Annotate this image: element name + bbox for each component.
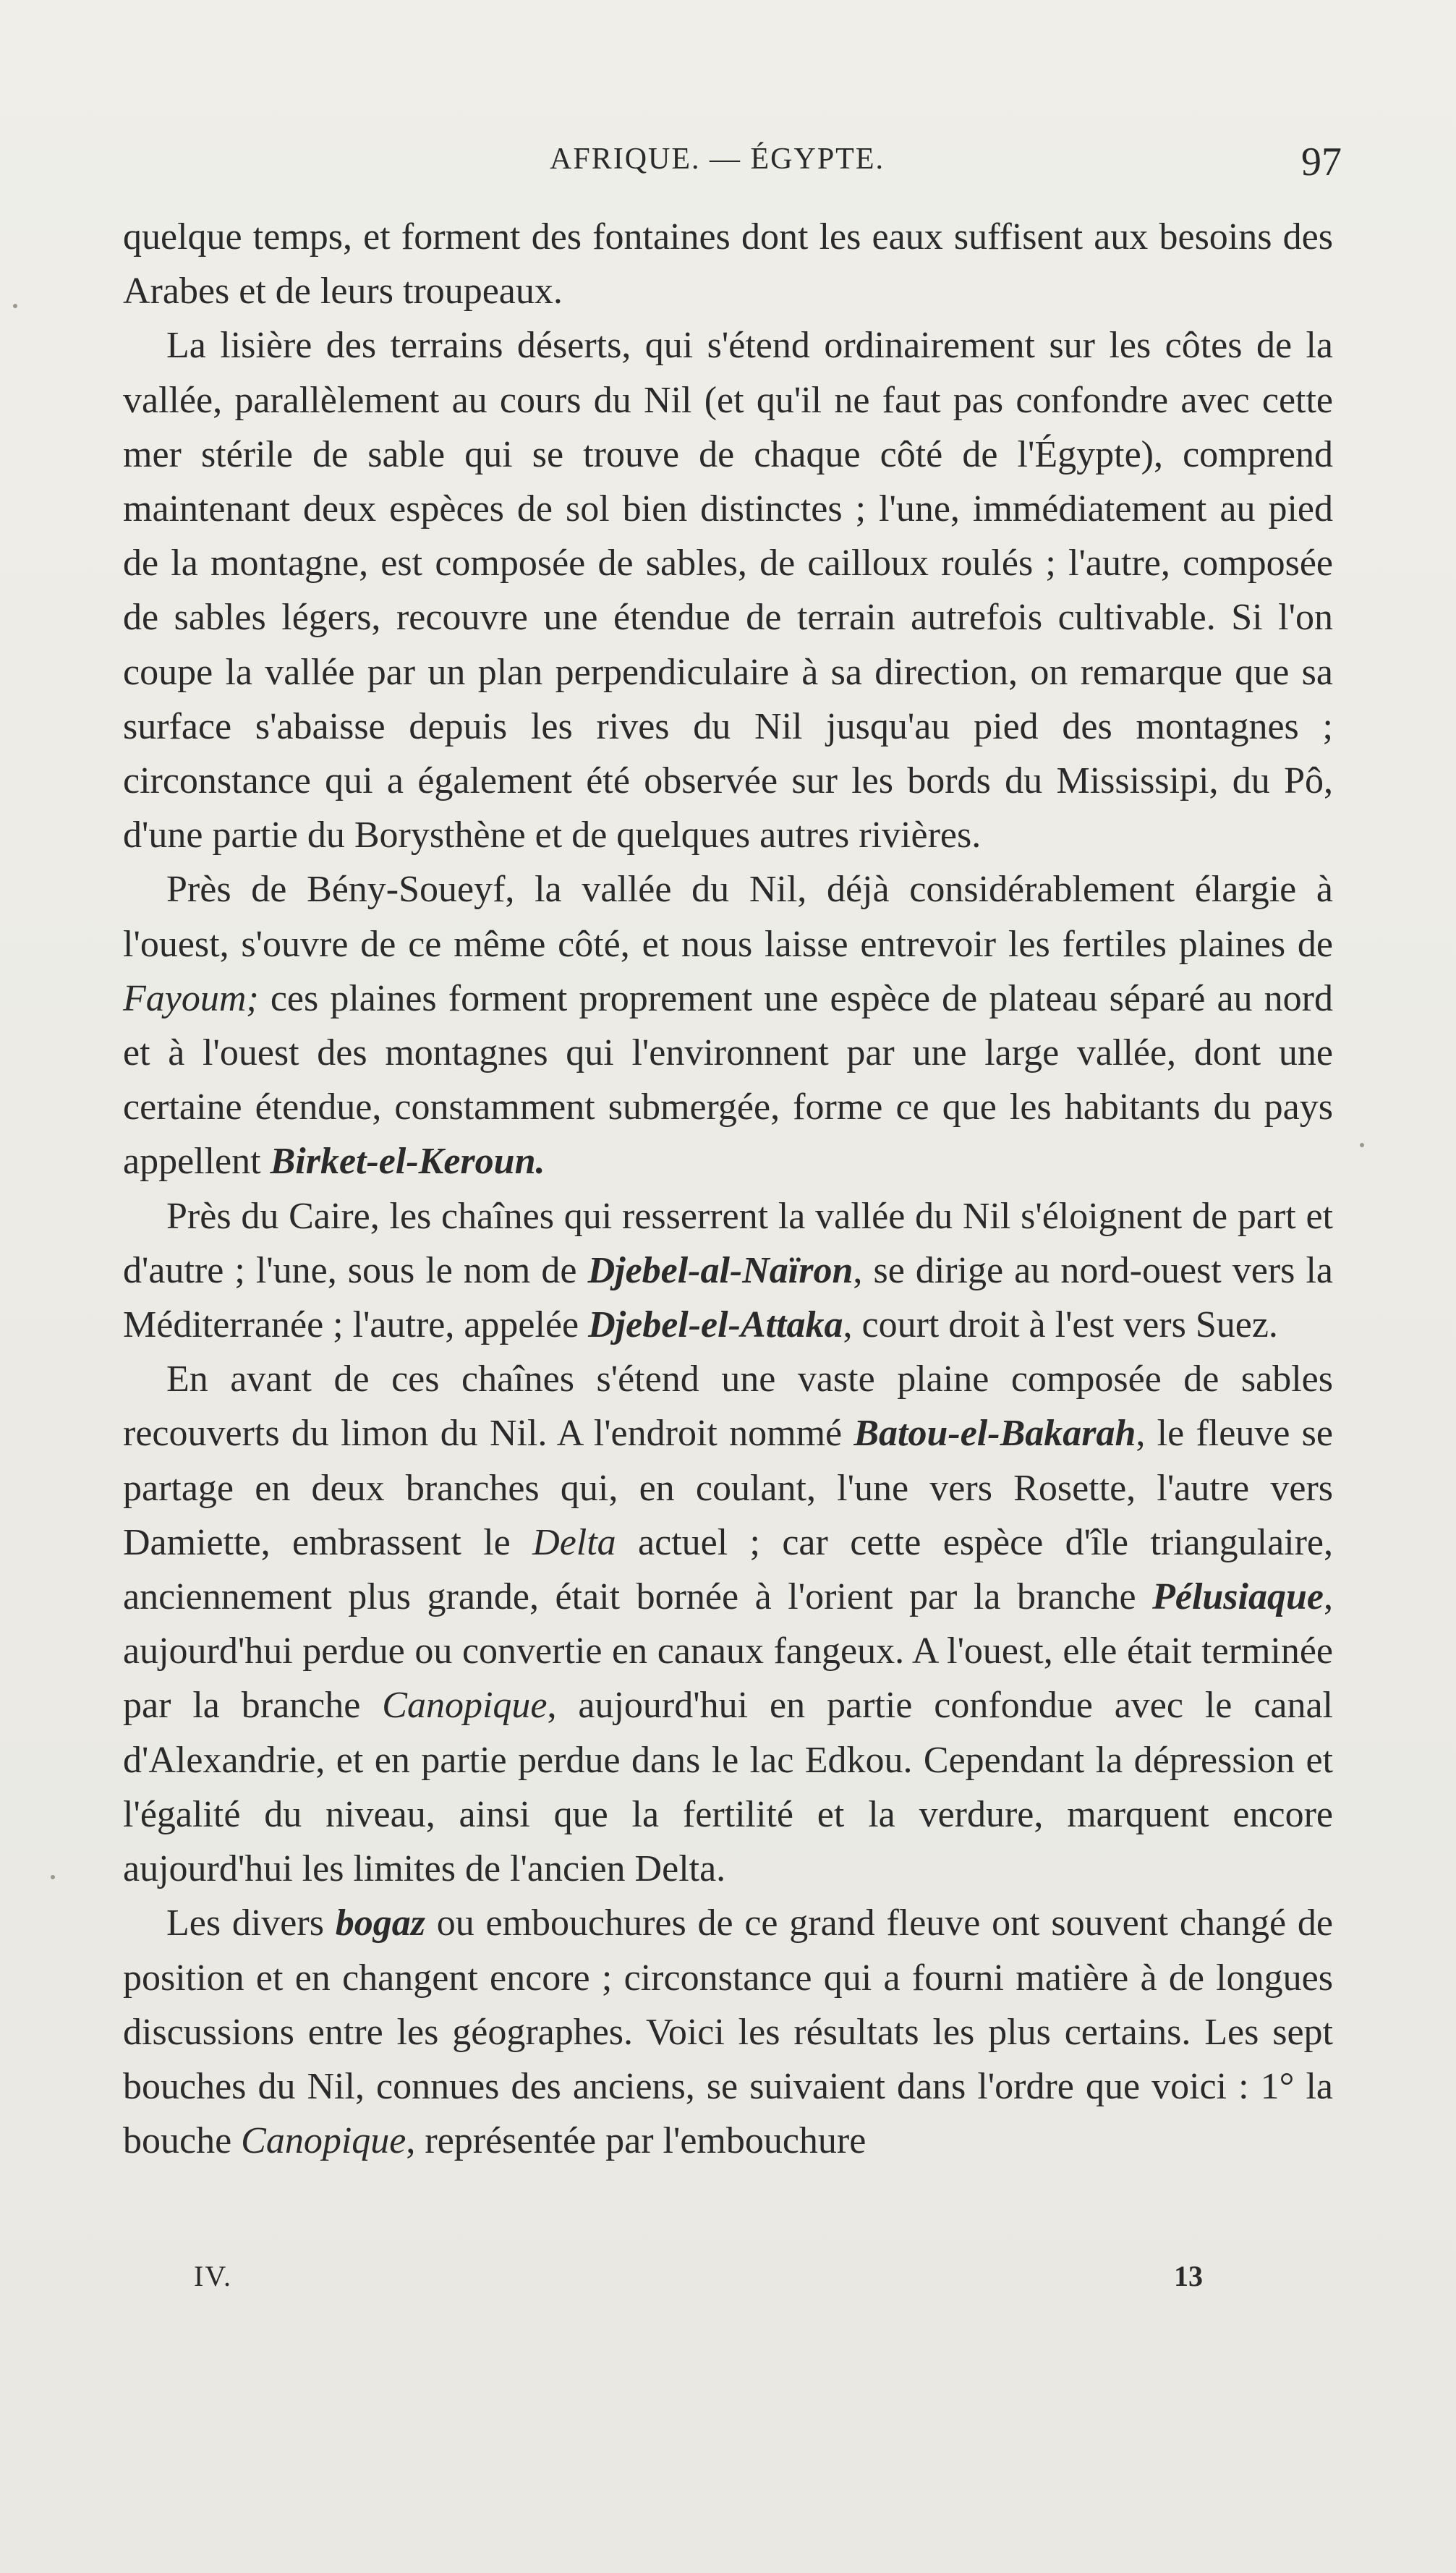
text-run: , se dirige au nord-ouest vers la Méditerranée ; l'autre, appelée — [123, 1249, 1333, 1346]
paragraph — [123, 1352, 1333, 1896]
text-run: , aujourd'hui perdue ou convertie en canaux fangeux. A l'ouest, elle était terminée par la branche — [123, 1576, 1333, 1727]
page-number: 97 — [1301, 140, 1342, 184]
text-run: Près de Bény-Soueyf, la vallée du Nil, déjà considérablement élargie à l'ouest, s'ouvre de ce même côté, et nous laisse entrevoir les fertiles plaines de — [123, 869, 1333, 965]
text-run: La lisière des terrains déserts, qui s'étend ordinairement sur les côtes de la vallée, parallèlement au cours du Nil (et qu'il ne faut pas confondre avec cette mer stérile de sable qui se trouve de chaque côté de l'Égypte), comprend maintenant deux espèces de sol bien distinctes ; l'une, immédiatement au pied de la montagne, est composée de sables, de cailloux roulés ; l'autre, composée de sables légers, recouvre une étendue de terrain autrefois cultivable. Si l'on coupe la vallée par un plan perpendiculaire à sa direction, on remarque que sa surface s'abaisse depuis les rives du Nil jusqu'au pied des montagnes ; circonstance qui a également été observée sur les bords du Mississipi, du Pô, d'une partie du Borysthène et de quelques autres rivières. — [123, 325, 1333, 856]
italic-term: Birket-el-Keroun. — [270, 1141, 545, 1183]
italic-term: Batou-el-Bakarah — [853, 1413, 1136, 1455]
paper-speck — [1360, 1143, 1364, 1147]
paragraph — [123, 1189, 1333, 1353]
signature-mark: IV. — [194, 2260, 233, 2292]
paragraph — [123, 1896, 1333, 2168]
text-run: Les divers — [166, 1902, 336, 1944]
italic-term: bogaz — [335, 1902, 425, 1944]
paper-speck — [51, 1875, 55, 1879]
page-footer — [194, 2259, 1203, 2295]
page-header — [550, 142, 1342, 185]
text-run: , représentée par l'embouchure — [406, 2120, 867, 2162]
text-run: ces plaines forment proprement une espèce de plateau séparé au nord et à l'ouest des montagnes qui l'environnent par une large vallée, dont une certaine étendue, constamment submergée, forme ce que les habitants du pays appellent — [123, 977, 1333, 1183]
paragraph — [123, 862, 1333, 1188]
italic-term: Canopique — [382, 1685, 548, 1727]
italic-term: Fayoum; — [123, 977, 259, 1019]
text-run: , le fleuve se partage en deux branches qui, en coulant, l'une vers Rosette, l'autre vers Damiette, embrassent le — [123, 1413, 1333, 1563]
text-run: actuel ; car cette espèce d'île triangulaire, anciennement plus grande, était bornée à l'orient par la branche — [123, 1521, 1333, 1618]
paper-speck — [13, 304, 17, 308]
italic-term: Djebel-el-Attaka — [588, 1304, 843, 1346]
text-run: , court droit à l'est vers Suez. — [843, 1304, 1278, 1346]
italic-term: Pélusiaque — [1152, 1576, 1324, 1618]
text-run: Près du Caire, les chaînes qui resserrent la vallée du Nil s'éloignent de part et d'autre ; l'une, sous le nom de — [123, 1195, 1333, 1291]
running-head: AFRIQUE. — ÉGYPTE. — [550, 143, 885, 176]
body-text — [123, 210, 1333, 2168]
text-run: quelque temps, et forment des fontaines dont les eaux suffisent aux besoins des Arabes et de leurs troupeaux. — [123, 216, 1333, 312]
gathering-number: 13 — [1174, 2260, 1203, 2292]
italic-term: Canopique — [241, 2120, 406, 2162]
text-run: , aujourd'hui en partie confondue avec le canal d'Alexandrie, et en partie perdue dans le lac Edkou. Cependant la dépression et l'égalité du niveau, ainsi que la fertilité et la verdure, marquent encore aujourd'hui les limites de l'ancien Delta. — [123, 1685, 1334, 1890]
text-run: ou embouchures de ce grand fleuve ont souvent changé de position et en changent encore ; circonstance qui a fourni matière à de longues discussions entre les géographes. Voici les résultats les plus certains. Les sept bouches du Nil, connues des anciens, se suivaient dans l'ordre que voici : 1° la bouche — [123, 1902, 1333, 2162]
italic-term: Delta — [532, 1521, 616, 1563]
paragraph — [123, 318, 1333, 862]
paragraph — [123, 210, 1333, 318]
text-run: En avant de ces chaînes s'étend une vaste plaine composée de sables recouverts du limon du Nil. A l'endroit nommé — [123, 1358, 1333, 1455]
italic-term: Djebel-al-Naïron — [587, 1249, 853, 1291]
